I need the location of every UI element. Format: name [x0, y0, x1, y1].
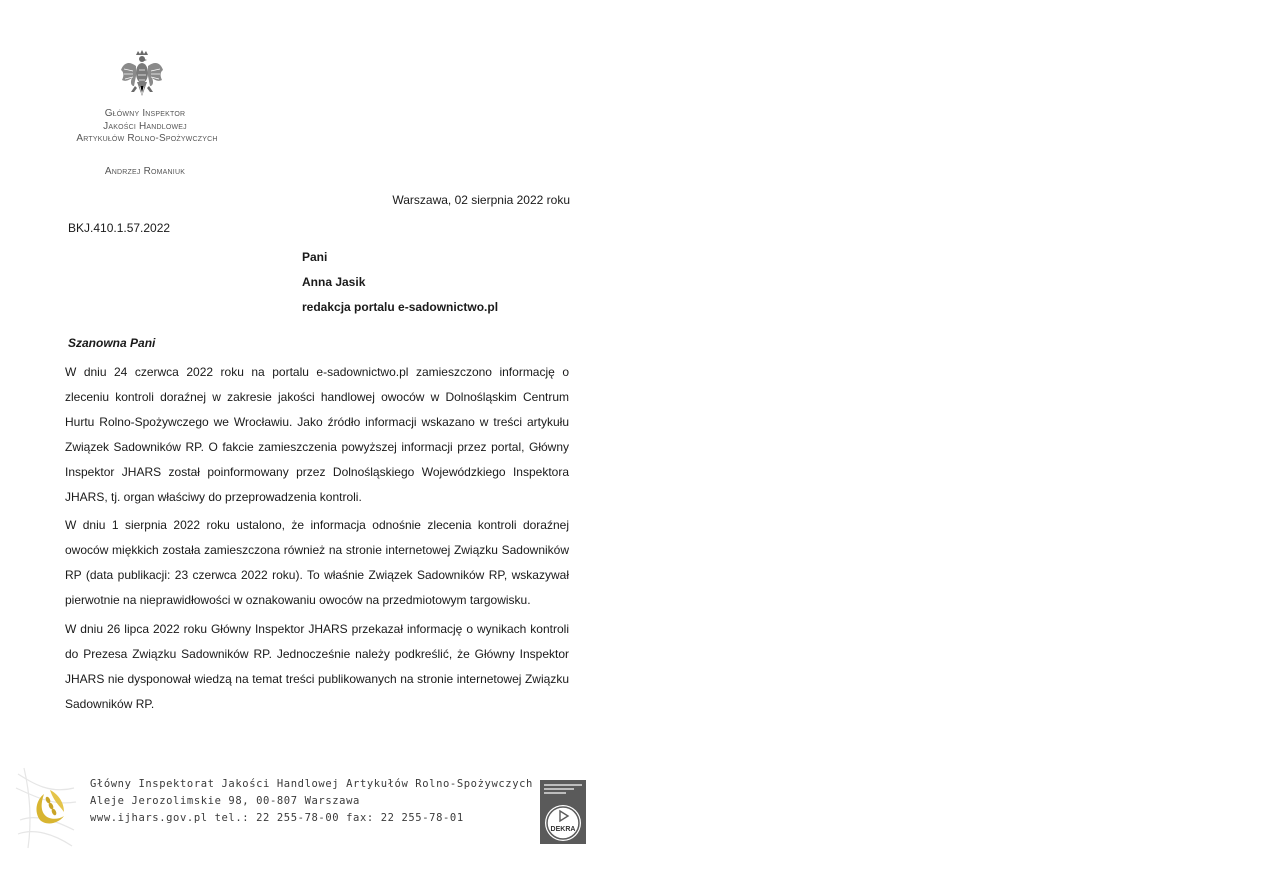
letter-paragraph-2: W dniu 1 sierpnia 2022 roku ustalono, że informacja odnośnie zlecenia kontroli doraźnej owoców miękkich została zamieszczona również na stronie internetowej Związku Sadowników RP (data publikacji: 23 czerwca 2022 roku). To właśnie Związek Sadowników RP, wskazywał pierwotnie na nieprawidłowości w oznakowaniu owoców na przedmiotowym targowisku.: [65, 518, 569, 607]
office-name-line3: Artykułów Rolno-Spożywczych: [76, 133, 218, 144]
officer-name: Andrzej Romaniuk: [104, 166, 186, 177]
dekra-certificate-badge-icon: [540, 780, 586, 844]
salutation: Szanowna Pani: [68, 336, 156, 350]
office-name-line1: Główny Inspektor: [104, 108, 186, 119]
footer-contact: www.ijhars.gov.pl tel.: 22 255-78-00 fax: 22 255-78-01: [90, 812, 464, 824]
dekra-label: DEKRA: [550, 826, 576, 833]
recipient-title: Pani: [302, 250, 328, 264]
recipient-block: [302, 245, 498, 320]
polish-eagle-emblem-icon: [120, 50, 164, 100]
letter-date: Warszawa, 02 sierpnia 2022 roku: [392, 193, 570, 207]
recipient-name: Anna Jasik: [302, 275, 366, 289]
office-name: [60, 108, 230, 146]
footer-street: Aleje Jerozolimskie 98, 00-807 Warszawa: [90, 795, 360, 807]
letter-paragraph-1: W dniu 24 czerwca 2022 roku na portalu e-sadownictwo.pl zamieszczono informację o zleceniu kontroli doraźnej w zakresie jakości handlowej owoców w Dolnośląskim Centrum Hurtu Rolno-Spożywczego we Wrocławiu. Jako źródło informacji wskazano w treści artykułu Związek Sadowników RP. O fakcie zamieszczenia powyższej informacji przez portal, Główny Inspektor JHARS został poinformowany przez Dolnośląskiego Wojewódzkiego Inspektora JHARS, tj. organ właściwy do przeprowadzenia kontroli.: [65, 365, 569, 504]
footer-address: [90, 776, 533, 827]
footer-institution: Główny Inspektorat Jakości Handlowej Artykułów Rolno-Spożywczych: [90, 778, 533, 790]
office-name-line2: Jakości Handlowej: [103, 120, 187, 132]
letter-paragraph-3: W dniu 26 lipca 2022 roku Główny Inspektor JHARS przekazał informację o wynikach kontroli do Prezesa Związku Sadowników RP. Jednocześnie należy podkreślić, że Główny Inspektor JHARS nie dysponował wiedzą na temat treści publikowanych na stronie internetowej Związku Sadowników RP.: [65, 622, 569, 711]
recipient-organization: redakcja portalu e-sadownictwo.pl: [302, 300, 499, 314]
reference-number: BKJ.410.1.57.2022: [68, 221, 171, 235]
ijhars-wheat-logo-icon: [14, 764, 80, 850]
